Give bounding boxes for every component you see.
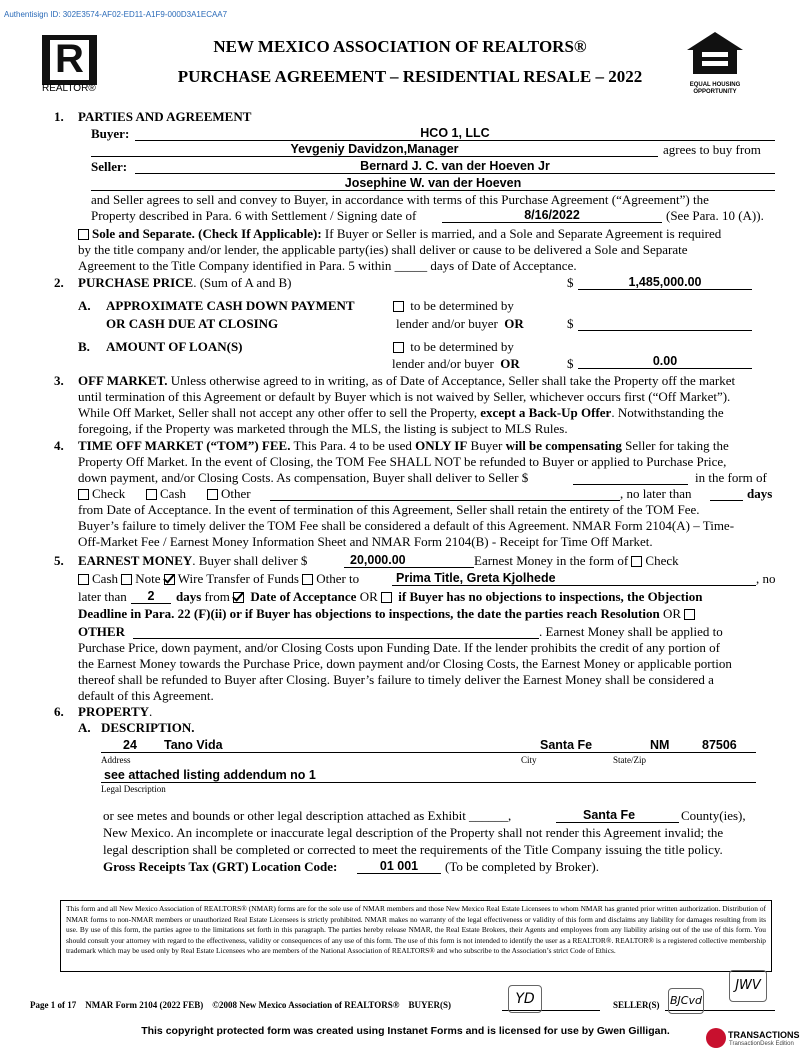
later-than-label: later than [78,589,127,604]
address-field[interactable] [101,738,756,753]
cash-down-title2: OR CASH DUE AT CLOSING [106,316,279,331]
metes-line1a: or see metes and bounds or other legal description attached as Exhibit ______, [103,808,512,823]
section-3-number: 3. [54,373,64,388]
tom-fee-field[interactable] [573,470,688,485]
authentisign-id: Authentisign ID: 302E3574-AF02-ED11-A1F9-000D3A1ECAA7 [4,10,228,19]
description-a-label: A. [78,720,91,735]
section-4-number: 4. [54,438,64,453]
tom-line1: TIME OFF MARKET (“TOM”) FEE. This Para. 4 to be used ONLY IF Buyer will be compensating Seller for taking the [78,438,729,453]
convey-line2b: (See Para. 10 (A)). [666,208,764,223]
sole-text2: by the title company and/or lender, the applicable party(ies) shall deliver or cause to be delivered a Sole and Separate [78,242,688,257]
resolution-checkbox[interactable] [684,609,695,620]
agrees-text: agrees to buy from [663,142,761,157]
tom-line6: Buyer’s failure to timely deliver the TOM Fee shall be considered a default of this Agreement. NMAR Form 2104(A) – Time- [78,518,735,533]
convey-line2a: Property described in Para. 6 with Settlement / Signing date of [91,208,417,223]
county-field[interactable]: Santa Fe [556,808,679,823]
realtor-logo [42,35,97,85]
loan-title: AMOUNT OF LOAN(S) [106,339,243,354]
equal-housing-icon: EQUAL HOUSING OPPORTUNITY [685,30,745,92]
tom-line2: Property Off Market. In the event of Closing, the TOM Fee SHALL NOT be refunded to Buyer or applied to Purchase Price, [78,454,727,469]
legal-caption: Legal Description [101,784,166,794]
org-title: NEW MEXICO ASSOCIATION OF REALTORS® [213,37,587,56]
seller-initials-2[interactable]: JWV [729,970,767,1002]
earnest-other-field[interactable] [133,624,539,639]
purchase-price-label: PURCHASE PRICE. (Sum of A and B) [78,275,292,290]
tom-check-option: Check [78,486,125,502]
tbd-a-1: to be determined by [393,298,514,314]
city-value: Santa Fe [540,738,593,752]
seller-initials-1[interactable]: BJCvd [668,988,704,1014]
earnest-wire-checkbox[interactable] [164,574,175,585]
earnest-line3: days from Date of Acceptance OR if Buyer has no objections to inspections, the Objection [176,589,703,604]
tom-days-label: days [747,486,773,501]
city-caption: City [521,755,537,765]
realtor-r-icon: R [55,37,84,81]
earnest-days-field[interactable]: 2 [131,589,171,604]
section-2-number: 2. [54,275,64,290]
convey-line1: and Seller agrees to sell and convey to Buyer, in accordance with terms of this Purchase Agreement (“Agreement”) the [91,192,709,207]
tbd-b-2: lender and/or buyer OR [392,356,520,371]
earnest-no: , no [756,571,776,586]
zip-value: 87506 [702,738,737,752]
sole-text3: Agreement to the Title Company identified in Para. 5 within _____ days of Date of Acceptance. [78,258,577,273]
instanet-notice: This copyright protected form was created using Instanet Forms and is licensed for use by Gwen Gilligan. [141,1025,670,1037]
grt-label: Gross Receipts Tax (GRT) Location Code: [103,859,338,874]
earnest-line1b: Earnest Money in the form of Check [474,553,679,568]
earnest-amount-field[interactable]: 20,000.00 [344,553,474,568]
item-a-label: A. [78,298,91,313]
tom-cash-option: Cash [146,486,186,502]
transactions-logo-icon [706,1028,726,1048]
section-6-number: 6. [54,704,64,719]
loan-dollar: $ [567,356,574,371]
buyer-label: Buyer: [91,126,130,141]
tom-days-field[interactable] [710,486,743,501]
cash-dollar: $ [567,316,574,331]
tom-line5: from Date of Acceptance. In the event of termination of this Agreement, Seller shall retain the entirety of the TOM Fee. [78,502,700,517]
form-title: PURCHASE AGREEMENT – RESIDENTIAL RESALE – 2022 [177,67,643,86]
transactions-sub: TransactionDesk Edition [729,1041,794,1047]
sellers-label: SELLER(S) [613,1000,660,1010]
earnest-other-tail: . Earnest Money shall be applied to [539,624,723,639]
settlement-date-field[interactable]: 8/16/2022 [442,208,662,223]
tom-line7: Off-Market Fee / Earnest Money Information Sheet and NMAR Form 2104(B) - Receipt for Time Off Market. [78,534,653,549]
item-b-label: B. [78,339,90,354]
tom-cash-checkbox[interactable] [146,489,157,500]
seller-name2-field[interactable]: Josephine W. van der Hoeven [91,176,775,191]
street-number: 24 [123,738,137,752]
property-title: PROPERTY. [78,704,153,719]
tom-other-checkbox[interactable] [207,489,218,500]
section-1-title: PARTIES AND AGREEMENT [78,109,252,124]
tom-check-checkbox[interactable] [78,489,89,500]
objection-checkbox[interactable] [381,592,392,603]
tbd-b-1: to be determined by [393,339,514,355]
grt-tail: (To be completed by Broker). [445,859,599,874]
price-dollar: $ [567,275,574,290]
seller-name-field[interactable]: Bernard J. C. van der Hoeven Jr [135,159,775,174]
tom-line3b: in the form of [695,470,767,485]
transactions-title: TRANSACTIONS [728,1030,800,1040]
earnest-note-checkbox[interactable] [121,574,132,585]
statezip-caption: State/Zip [613,755,646,765]
sole-separate-text: Sole and Separate. (Check If Applicable): If Buyer or Seller is married, and a Sole and Separate Agreement is required [78,226,775,242]
earnest-forms-line: Cash Note Wire Transfer of Funds Other to [78,571,359,587]
earnest-line8: default of this Agreement. [78,688,214,703]
description-title: DESCRIPTION. [101,720,195,735]
loan-tbd-checkbox[interactable] [393,342,404,353]
realtor-label: REALTOR® [42,83,96,94]
earnest-other-checkbox[interactable] [302,574,313,585]
buyer-name2-field[interactable]: Yevgeniy Davidzon,Manager [91,142,658,157]
sole-separate-checkbox[interactable] [78,229,89,240]
seller-label: Seller: [91,159,128,174]
purchase-price-field[interactable]: 1,485,000.00 [578,275,752,290]
off-market-line1: OFF MARKET. Unless otherwise agreed to in writing, as of Date of Acceptance, Seller shall take the Property off the market [78,373,736,388]
loan-amount-field[interactable]: 0.00 [578,354,752,369]
metes-line1b: County(ies), [681,808,746,823]
street-name: Tano Vida [164,738,223,752]
section-1-number: 1. [54,109,64,124]
off-market-line4: foregoing, if the Property was marketed through the MLS, the listing is subject to MLS Rules. [78,421,568,436]
address-caption: Address [101,755,131,765]
tom-no-later: , no later than [620,486,692,501]
cash-down-tbd-checkbox[interactable] [393,301,404,312]
metes-line2: New Mexico. An incomplete or inaccurate legal description of the Property shall not render this Agreement invalid; the [103,825,724,840]
buyer-name-field[interactable]: HCO 1, LLC [135,126,775,141]
cash-down-title1: APPROXIMATE CASH DOWN PAYMENT [106,298,355,313]
legal-description-field[interactable]: see attached listing addendum no 1 [101,768,756,783]
disclaimer-box: This form and all New Mexico Association of REALTORS® (NMAR) forms are for the sole use of NMAR members and those New Mexico Real Estate Licensees to whom NMAR has granted prior written authorization. Distribution of NMAR forms to non-NMAR members or unauthorized Real Estate Licensees is strictly prohibited. NMAR makes no warranty of the legal effectiveness or validity of this form and disclaims any liability for damages resulting from its use. By use of this form, the parties agree to the limitations set forth in this paragraph. The parties hereby release NMAR, the Real Estate Brokers, their Agents and employees from any liability arising out of the use of this form. You should consult your attorney with regard to the effectiveness, validity or consequences of any use of this form. The use of this form is not intended to identify the user as a REALTOR®. REALTOR® is a registered collective membership trademark which may be used only by Real Estate Licensees who are members of the National Association of REALTORS® and who subscribe to the Association’s strict Code of Ethics. [60,900,772,972]
tom-line3a: down payment, and/or Closing Costs. As compensation, Buyer shall deliver to Seller $ [78,470,529,485]
buyer-initials[interactable]: YD [508,985,542,1013]
earnest-line7: thereof shall be refunded to Buyer after Closing. Buyer’s failure to timely deliver the Earnest Money shall be considered a [78,672,714,687]
metes-line3: legal description shall be completed or corrected to meet the requirements of the Title Company issuing the title policy. [103,842,723,857]
off-market-line3: While Off Market, Seller shall not accept any other offer to sell the Property, except a Back-Up Offer. Notwithstanding the [78,405,724,420]
grt-code-field[interactable]: 01 001 [357,859,441,874]
earnest-cash-checkbox[interactable] [78,574,89,585]
tbd-a-2: lender and/or buyer OR [396,316,524,331]
earnest-check-checkbox[interactable] [631,556,642,567]
earnest-holder-field[interactable]: Prima Title, Greta Kjolhede [392,571,756,586]
earnest-line6: the Earnest Money towards the Purchase Price, down payment and/or Closing Costs, the Earnest Money or applicable portion [78,656,732,671]
earnest-other-label: OTHER [78,624,125,639]
footer-info: Page 1 of 17 NMAR Form 2104 (2022 FEB) ©2008 New Mexico Association of REALTORS® BUYER(S) [30,1000,451,1010]
earnest-line5: Purchase Price, down payment, and/or Closing Costs upon Funding Date. If the lender prohibits the credit of any portion of [78,640,720,655]
state-value: NM [650,738,670,752]
section-5-number: 5. [54,553,64,568]
off-market-line2: until termination of this Agreement or default by Buyer which is not waived by Seller, whichever occurs first (“Off Market”). [78,389,731,404]
tom-other-field[interactable] [270,486,620,501]
doa-checkbox[interactable] [233,592,244,603]
earnest-line1a: EARNEST MONEY. Buyer shall deliver $ [78,553,308,568]
cash-down-field[interactable] [578,316,752,331]
tom-other-option: Other [207,486,251,502]
earnest-line4: Deadline in Para. 22 (F)(ii) or if Buyer has objections to inspections, the date the parties reach Resolution OR [78,606,775,622]
